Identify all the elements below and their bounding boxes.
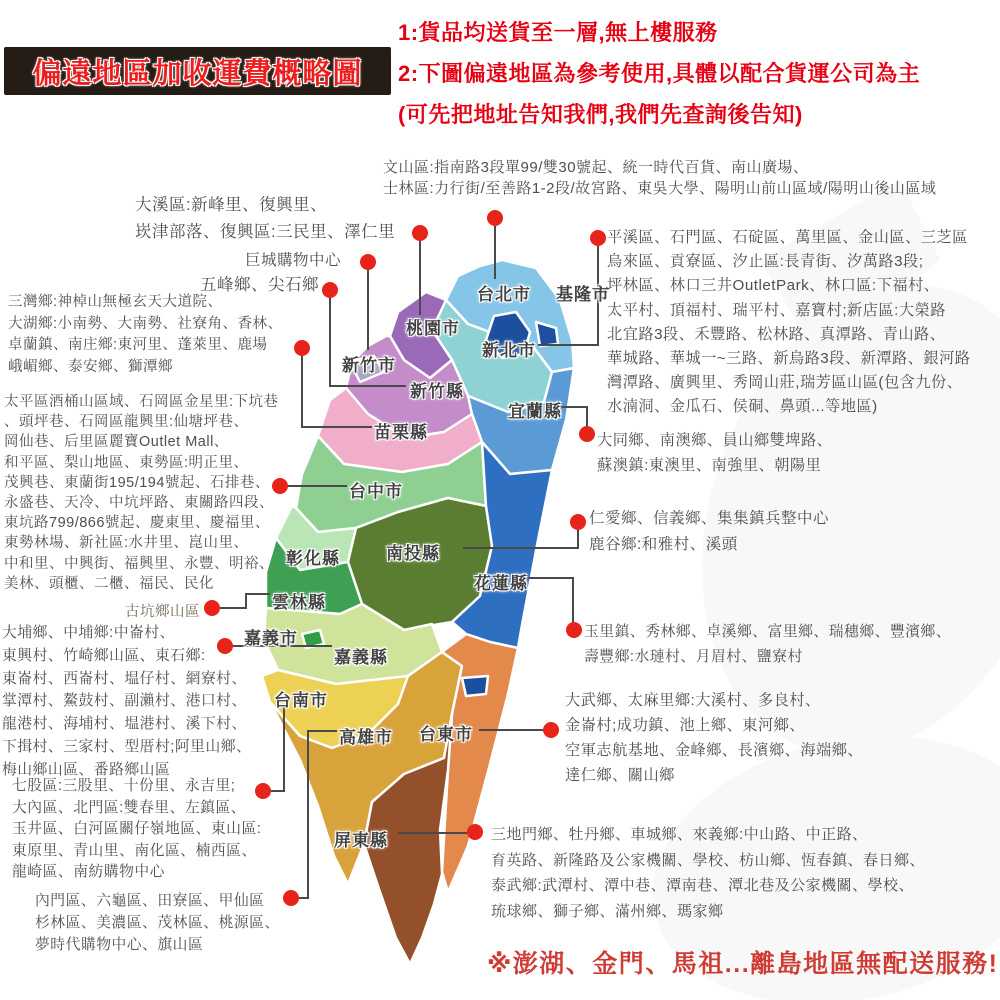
callout-qigu: 七股區:三股里、十份里、永吉里; 大內區、北門區:雙春里、左鎮區、 玉井區、白河區關仔嶺地區、東山區: 東原里、青山里、南化區、楠西區、 龍崎區、南紡購物中心 — [12, 778, 262, 881]
map-label-taichung: 台中市 — [349, 482, 403, 501]
map-label-taoyuan: 桃園市 — [406, 319, 460, 338]
map-label-hualien: 花蓮縣 — [474, 574, 528, 593]
map-label-tainan: 台南市 — [274, 691, 328, 710]
callout-renai: 仁愛鄉、信義鄉、集集鎮兵整中心 鹿谷鄉:和雅村、溪頭 — [589, 510, 830, 553]
map-label-yunlin: 雲林縣 — [272, 593, 326, 612]
callout-daxi: 大溪區:新峰里、復興里、 崁津部落、復興區:三民里、澤仁里 — [135, 196, 396, 241]
map-label-keelung: 基隆市 — [556, 285, 610, 304]
callout-wenshan-shilin: 文山區:指南路3段單99/雙30號起、統一時代百貨、南山廣場、 士林區:力行街/至善路1-2段/故宮路、東吳大學、陽明山前山區域/陽明山後山區域 — [383, 159, 937, 197]
map-label-kaohsiung: 高雄市 — [339, 728, 393, 747]
map-label-hsinchu-county: 新竹縣 — [410, 382, 464, 401]
callout-sanwan: 三灣鄉:神棹山無極玄天大道院、 大湖鄉:小南勢、大南勢、社寮角、香林、 卓蘭鎮、南庄鄉:東河里、蓬萊里、鹿場 峨嵋鄉、泰安鄉、獅潭鄉 — [8, 294, 283, 375]
map-label-chiayi-city: 嘉義市 — [244, 629, 298, 648]
callout-yuli: 玉里鎮、秀林鄉、卓溪鄉、富里鄉、瑞穗鄉、豐濱鄉、 壽豐鄉:水璉村、月眉村、鹽寮村 — [584, 624, 952, 665]
map-label-new-taipei: 新北市 — [482, 341, 536, 360]
callout-sandimen: 三地門鄉、牡丹鄉、車城鄉、來義鄉:中山路、中正路、 育英路、新隆路及公家機關、學校、枋山鄉、恆春鎮、春日鄉、 泰武鄉:武潭村、潭中巷、潭南巷、潭北巷及公家機關、學校、 琉球鄉、獅子鄉、滿州鄉、瑪家鄉 — [491, 826, 926, 920]
map-label-taipei: 台北市 — [477, 285, 531, 304]
callout-gukeng: 古坑鄉山區 — [125, 604, 200, 620]
page-title: 偏遠地區加收運費概略圖 — [32, 57, 363, 90]
map-label-pingtung: 屏東縣 — [334, 831, 388, 850]
callout-taiping: 太平區酒桶山區域、石岡區金星里:下坑巷 、頭坪巷、石岡區龍興里:仙塘坪巷、 岡仙巷、后里區麗寶Outlet Mall、 和平區、梨山地區、東勢區:明正里、 茂興巷、東蘭街195/194號起、石排巷、 永盛巷、天冷、中坑坪路、東關路四段、 東坑路799/866號起、慶東里、慶福里、 東勢林場、新社區:水井里、崑山里、 中和里、中興街、福興里、永豐、明裕、 美林、頭櫃、二櫃、福民、民化 — [4, 394, 279, 592]
header-note-2: 2:下圖偏遠地區為參考使用,具體以配合貨運公司為主 — [398, 61, 921, 86]
map-label-hsinchu-city: 新竹市 — [342, 356, 396, 375]
callout-pingxi: 平溪區、石門區、石碇區、萬里區、金山區、三芝區 烏來區、貢寮區、汐止區:長青街、汐萬路3段; 坪林區、林口三井OutletPark、林口區:下福村、 太平村、頂福村、瑞平村、嘉寶村;新店區:大榮路 北宜路3段、禾豐路、松林路、真潭路、青山路、 華城路、華城一~三路、新烏路3段、新潭路、銀河路 灣潭路、廣興里、秀岡山莊,瑞芳區山區(包含九份、 水湳洞、金瓜石、侯硐、鼻頭...等地區) — [607, 229, 971, 416]
header-note-3: (可先把地址告知我們,我們先查詢後告知) — [398, 102, 803, 127]
callout-dawu: 大武鄉、太麻里鄉:大溪村、多良村、 金崙村;成功鎮、池上鄉、東河鄉、 空軍志航基地、金峰鄉、長濱鄉、海端鄉、 達仁鄉、關山鄉 — [565, 692, 864, 784]
map-label-chiayi-county: 嘉義縣 — [334, 648, 388, 667]
map-label-nantou: 南投縣 — [386, 544, 440, 563]
header-note-1: 1:貨品均送貨至一層,無上樓服務 — [398, 20, 718, 45]
callout-dapu: 大埔鄉、中埔鄉:中崙村、 東興村、竹崎鄉山區、東石鄉: 東崙村、西崙村、塭仔村、網寮村、 掌潭村、鰲鼓村、副瀨村、港口村、 龍港村、海埔村、塭港村、溪下村、 下揖村、三家村、型厝村;阿里山鄉、 梅山鄉山區、番路鄉山區 — [2, 625, 252, 778]
callout-wufeng: 五峰鄉、尖石鄉 — [200, 276, 319, 294]
map-label-changhua: 彰化縣 — [286, 549, 340, 568]
map-label-yilan: 宜蘭縣 — [508, 402, 562, 421]
callout-neimen: 內門區、六龜區、田寮區、甲仙區 杉林區、美濃區、茂林區、桃源區、 夢時代購物中心、旗山區 — [35, 893, 280, 953]
callout-datong: 大同鄉、南澳鄉、員山鄉雙埤路、 蘇澳鎮:東澳里、南強里、朝陽里 — [597, 432, 833, 474]
map-label-taitung: 台東市 — [419, 725, 473, 744]
map-label-miaoli: 苗栗縣 — [374, 423, 428, 442]
callout-juicheng: 巨城購物中心 — [245, 252, 342, 269]
title-banner — [4, 47, 391, 95]
offshore-islands-note: ※澎湖、金門、馬祖...離島地區無配送服務! — [487, 950, 999, 978]
